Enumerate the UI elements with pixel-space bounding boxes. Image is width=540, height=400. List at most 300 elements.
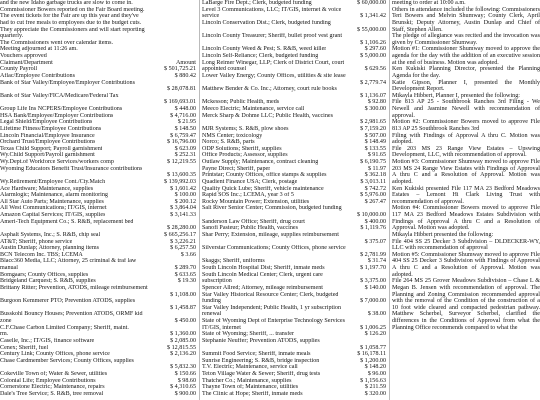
voucher-amount: $ 148.49 bbox=[364, 139, 386, 146]
voucher-claimant: C.F.Chase Carbon Limited Company; Sheriff, maint. bbox=[0, 324, 129, 331]
voucher-amount: $ 629.56 bbox=[364, 66, 386, 73]
voucher-claimant: Sanderson Law Office; Sheriff, drug court bbox=[202, 218, 306, 225]
minutes-paragraph: Motion #5: Commissioner Shumway moved to approve File 404 SS 25 Decker 3 Subdivision with Findings of Approval A thru C and a Resolution of Approval. Motion was adopted. bbox=[392, 251, 540, 278]
voucher-claimant: manual bbox=[0, 265, 18, 271]
voucher-claimant: Amazon Capital Services; IT/GIS, supplies bbox=[0, 212, 106, 218]
voucher-amount: $ 169,693.01 bbox=[164, 99, 196, 106]
voucher-claimant: subscription bbox=[202, 278, 232, 285]
voucher-line bbox=[202, 298, 386, 305]
voucher-claimant: Brittany Ritter; Prevention, ATODS, mileage reimbursement bbox=[0, 284, 148, 291]
voucher-line bbox=[202, 46, 386, 53]
voucher-claimant: Summit Food Service; Sheriff, inmate meals bbox=[202, 351, 311, 358]
voucher-amount: $ 6,759.47 bbox=[170, 132, 196, 139]
voucher-claimant: zone bbox=[0, 318, 12, 324]
voucher-line bbox=[0, 66, 196, 73]
minutes-paragraph: Mikayla Hibbert, Planner I, presented the following: bbox=[392, 92, 520, 99]
voucher-amount: $ 6,257.50 bbox=[170, 245, 196, 252]
minutes-paragraph: meeting to order at 10:00 a.m. bbox=[392, 0, 466, 6]
minutes-paragraph: The pledge of allegiance was recited and the invocation was given by Commissioner Shumway. bbox=[392, 33, 540, 46]
voucher-line bbox=[202, 119, 386, 126]
voucher-amount: $ 12,815.55 bbox=[167, 344, 196, 351]
voucher-line bbox=[202, 305, 386, 312]
voucher-claimant: Thayne Town of; Maintenance, utilities bbox=[202, 384, 299, 391]
voucher-amount: Amount bbox=[176, 59, 196, 66]
voucher-amount: $ 375.07 bbox=[364, 238, 386, 245]
voucher-line bbox=[0, 192, 196, 199]
voucher-amount: $ 148.20 bbox=[364, 364, 386, 371]
voucher-line bbox=[202, 166, 386, 173]
voucher-claimant: had to cut free meals to employees due to the budget cuts. bbox=[0, 19, 142, 26]
voucher-line bbox=[202, 106, 386, 113]
voucher-claimant: State of Wyoming; Sheriff, ... transfer bbox=[202, 331, 294, 338]
voucher-amount: $ 12,219.55 bbox=[167, 159, 196, 165]
voucher-line bbox=[0, 391, 196, 398]
voucher-amount: $ 1,156.63 bbox=[360, 377, 386, 384]
voucher-line bbox=[202, 311, 386, 318]
voucher-line bbox=[202, 53, 386, 60]
voucher-claimant: IT/GIS, internet bbox=[202, 324, 241, 331]
voucher-line bbox=[0, 205, 196, 212]
voucher-amount: $ 1,458.87 bbox=[170, 304, 196, 311]
voucher-claimant: Blacc360 Media, LLC; Attorney, 25 criminal & traf law bbox=[0, 258, 137, 265]
voucher-line bbox=[0, 20, 196, 27]
voucher-amount bbox=[384, 318, 386, 325]
voucher-line bbox=[202, 40, 386, 47]
voucher-line bbox=[0, 285, 196, 292]
voucher-amount bbox=[384, 73, 386, 80]
voucher-line bbox=[202, 331, 386, 338]
voucher-claimant: Quadient Finance USA; Clerk, postage bbox=[202, 178, 298, 185]
voucher-claimant: Colonial Life; Employee Contributions bbox=[0, 377, 96, 384]
voucher-line bbox=[0, 119, 196, 126]
voucher-claimant: quarterly. bbox=[0, 33, 24, 40]
voucher-claimant: County Payroll bbox=[0, 66, 38, 73]
voucher-amount bbox=[194, 53, 196, 60]
voucher-amount: $ 3,226.21 bbox=[170, 238, 196, 245]
voucher-amount: $ 1,058.77 bbox=[360, 344, 386, 351]
voucher-line bbox=[202, 239, 386, 246]
voucher-amount: $ 900.00 bbox=[174, 390, 196, 397]
voucher-amount: $ 7,159.20 bbox=[360, 125, 386, 132]
voucher-line bbox=[0, 245, 196, 252]
voucher-line bbox=[202, 146, 386, 153]
voucher-line bbox=[0, 358, 196, 365]
voucher-line bbox=[0, 159, 196, 166]
voucher-claimant: Alarmlogic; Maintenance, alarm monitoring bbox=[0, 192, 108, 199]
voucher-amount: $ 1,119.76 bbox=[360, 225, 386, 232]
voucher-line bbox=[0, 152, 196, 159]
voucher-amount bbox=[384, 292, 386, 299]
voucher-claimant: Claimant/Department bbox=[0, 59, 53, 66]
voucher-claimant: Bridgeland Carquest; S. R&B, supplies bbox=[0, 278, 96, 285]
voucher-amount: $ 200.12 bbox=[174, 198, 196, 205]
voucher-amount bbox=[194, 358, 196, 365]
voucher-claimant: and the new Idaho garbage trucks are slow to come in. bbox=[0, 0, 133, 6]
voucher-claimant: Vouchers approved bbox=[0, 53, 47, 59]
voucher-amount: $ 98.60 bbox=[177, 377, 196, 384]
voucher-amount bbox=[194, 40, 196, 47]
voucher-claimant: appointed counsel bbox=[202, 66, 247, 73]
minutes-paragraph: Motion #1: Commissioner Shumway moved to approve the agenda for the day with the addition of an executive session at the end of business. Motion was adopted. bbox=[392, 46, 540, 66]
column-left bbox=[0, 0, 196, 400]
voucher-claimant: Outlaw Supply; Maintenance, contract cleaning bbox=[202, 159, 319, 165]
voucher-line bbox=[202, 384, 386, 391]
voucher-line bbox=[0, 311, 196, 318]
voucher-line bbox=[202, 232, 386, 239]
voucher-amount: $ 2,779.74 bbox=[360, 79, 386, 86]
voucher-line bbox=[0, 33, 196, 40]
voucher-line bbox=[202, 192, 386, 199]
voucher-claimant: AT&T; Sheriff, phone service bbox=[0, 238, 73, 245]
voucher-amount: $ 1,601.42 bbox=[170, 185, 196, 192]
minutes-paragraph: File 404 SS 25 Decker 3 Subdivision – DLDECKER-WY, LLC with recommendation of approval bbox=[392, 238, 540, 252]
voucher-claimant: Mckesson; Public Health, meds bbox=[202, 99, 280, 106]
voucher-amount: $ 623.09 bbox=[174, 145, 196, 152]
voucher-line bbox=[202, 325, 386, 332]
voucher-line bbox=[0, 225, 196, 232]
voucher-claimant: Thatcher Co.; Maintenance, supplies bbox=[202, 377, 292, 384]
voucher-line bbox=[202, 338, 386, 345]
voucher-amount: $ 267.47 bbox=[364, 198, 386, 205]
voucher-line bbox=[0, 278, 196, 285]
voucher-line bbox=[202, 33, 386, 40]
voucher-line bbox=[0, 13, 196, 20]
voucher-claimant: Ace Hardware; Maintenance, supplies bbox=[0, 185, 94, 192]
voucher-amount: $ 1,106.26 bbox=[360, 39, 386, 46]
voucher-line bbox=[0, 338, 196, 345]
voucher-line bbox=[0, 172, 196, 179]
voucher-line bbox=[202, 391, 386, 398]
voucher-line bbox=[202, 13, 386, 20]
voucher-claimant: Norco; S. R&B, parts bbox=[202, 139, 255, 146]
voucher-amount bbox=[194, 13, 196, 20]
voucher-claimant: Bomgaars; County Offices, supplies bbox=[0, 271, 89, 278]
voucher-amount: $ 2,085.00 bbox=[170, 337, 196, 344]
voucher-claimant: All West Communications; IT/GIS, internet bbox=[0, 205, 107, 212]
voucher-claimant: Skaggs; Sheriff, uniforms bbox=[202, 258, 265, 265]
voucher-line bbox=[202, 371, 386, 378]
voucher-amount bbox=[384, 272, 386, 279]
voucher-amount: $ 1,006.25 bbox=[360, 324, 386, 331]
voucher-claimant: They appreciate the Commissioners and will start reporting bbox=[0, 26, 145, 33]
voucher-line bbox=[202, 278, 386, 285]
voucher-line bbox=[202, 159, 386, 166]
voucher-claimant: Cenex; Sheriff, fuel bbox=[0, 344, 49, 351]
voucher-line bbox=[0, 318, 196, 325]
voucher-line bbox=[202, 186, 386, 193]
voucher-claimant: Quality Quick Lube; Sheriff, vehicle maintenance bbox=[202, 185, 324, 192]
voucher-amount: $ 150.66 bbox=[174, 371, 196, 377]
voucher-amount: $ 1,108.00 bbox=[170, 291, 196, 298]
minutes-paragraph: Motion #4: Commissioner Bowers moved to approve File 117 MA 23 Bedford Meadows Estates Subdivision with Findings of Approval A thru C and a Resolution of Approval. Motion was adopted. bbox=[392, 205, 540, 232]
voucher-amount: $ 1,197.70 bbox=[360, 265, 386, 271]
voucher-line bbox=[0, 199, 196, 206]
voucher-line bbox=[202, 378, 386, 385]
voucher-amount: $ 3,013.11 bbox=[360, 178, 386, 185]
voucher-amount: $ 1,136.07 bbox=[360, 92, 386, 99]
voucher-amount: $ 3,375.00 bbox=[360, 278, 386, 285]
minutes-paragraph: File 264 MS 25 Grover Meadows Subdivision – Chase L & Megan B. Jensen with recommendation of approval. The Planning and Zoning Commission recommended approval with the removal of the Condition of the construction of a 10 foot wide cleared and compacted pedestrian pathway. Matthew Scherbel, Surveyor Scherbel, clarified the differences in the Conditions of Approval from what the Planning Office recommends compared to what the bbox=[392, 278, 540, 331]
voucher-claimant: Office Products; Assessor, supplies bbox=[202, 152, 288, 159]
voucher-line bbox=[202, 73, 386, 80]
voucher-line bbox=[0, 139, 196, 146]
voucher-amount: $ 1,360.00 bbox=[170, 331, 196, 338]
voucher-claimant: Payne Direct; Sheriff, paper bbox=[202, 165, 271, 172]
voucher-line bbox=[202, 86, 386, 93]
voucher-claimant: Lincoln Self-Reliance; Clerk, budgeted funding bbox=[202, 53, 319, 59]
voucher-line bbox=[0, 73, 196, 80]
voucher-line bbox=[0, 179, 196, 186]
voucher-claimant: Salt River Senior Center; Commission, budgeted funding bbox=[202, 205, 342, 212]
voucher-claimant: Cokeville Town of; Water & Sewer, utilities bbox=[0, 371, 108, 377]
voucher-claimant: The event tickets for the Fair are up this year and they've bbox=[0, 13, 139, 20]
voucher-line bbox=[0, 345, 196, 352]
voucher-amount bbox=[194, 80, 196, 87]
voucher-claimant: Teton Village Water & Sewer; Sheriff, drug tests bbox=[202, 371, 321, 377]
voucher-claimant: The Clinic at Hope; Sheriff, inmate meds bbox=[202, 390, 303, 397]
voucher-claimant: Cornerstone Electric; Maintenance, repairs bbox=[0, 384, 105, 391]
voucher-amount bbox=[194, 93, 196, 100]
voucher-claimant: LaBarge Fire Dept.; Clerk, budgeted funding bbox=[202, 0, 312, 6]
voucher-claimant: Wy.Dept.of Workforce Services/workers comp bbox=[0, 159, 114, 165]
voucher-claimant: Wy.Child Support/Payroll garnishment bbox=[0, 152, 95, 159]
voucher-claimant: Matthew Bender & Co. Inc.; Attorney, court rule books bbox=[202, 86, 337, 93]
voucher-amount: $ 91.65 bbox=[367, 152, 386, 159]
voucher-claimant: Wyoming Educators Benefit Trust/Insurance contributions bbox=[0, 165, 143, 172]
voucher-claimant: Commissioner Bowers reported on the Fair Board meeting. bbox=[0, 6, 145, 13]
voucher-amount: $ 289.70 bbox=[174, 265, 196, 271]
voucher-line bbox=[202, 20, 386, 27]
voucher-claimant: Printstar; County Offices, office stamps & supplies bbox=[202, 172, 327, 179]
voucher-line bbox=[0, 46, 196, 53]
voucher-line bbox=[0, 186, 196, 193]
voucher-amount: $ 19.30 bbox=[177, 278, 196, 285]
voucher-claimant: Meeco Electric; Maintenance, service call bbox=[202, 106, 305, 112]
voucher-amount: $ 4,310.65 bbox=[170, 384, 196, 391]
voucher-line bbox=[202, 7, 386, 14]
voucher-claimant: The Commissioners went over calendar items. bbox=[0, 39, 114, 46]
voucher-amount bbox=[384, 205, 386, 212]
voucher-claimant: BCN Telecom Inc. TBS; LCEMA bbox=[0, 251, 83, 258]
voucher-line bbox=[0, 113, 196, 120]
voucher-line bbox=[0, 99, 196, 106]
voucher-claimant: funding bbox=[202, 298, 221, 305]
voucher-line bbox=[0, 252, 196, 259]
voucher-line bbox=[202, 272, 386, 279]
voucher-line bbox=[202, 351, 386, 358]
voucher-claimant: Dale's Tree Service; S. R&B, tree removal bbox=[0, 390, 104, 397]
voucher-amount: $ 400.00 bbox=[364, 218, 386, 225]
voucher-amount: $ 31.74 bbox=[367, 258, 386, 265]
voucher-claimant: Lincoln Financial/Employee Insurance bbox=[0, 132, 95, 139]
voucher-line bbox=[202, 0, 386, 7]
voucher-claimant: Group Life Ins NCPERS/Employee Contributions bbox=[0, 106, 123, 112]
voucher-amount bbox=[384, 20, 386, 27]
voucher-amount: $ 38.00 bbox=[367, 311, 386, 318]
voucher-line bbox=[0, 126, 196, 133]
voucher-amount bbox=[384, 7, 386, 14]
voucher-amount: $ 2,781.99 bbox=[360, 251, 386, 258]
voucher-amount: $ 133.55 bbox=[364, 145, 386, 152]
voucher-claimant: Lincoln County Treasurer; Sheriff, bullet proof vest grant bbox=[202, 33, 343, 40]
voucher-amount bbox=[384, 113, 386, 120]
voucher-line bbox=[202, 258, 386, 265]
voucher-amount: $ 139,992.03 bbox=[164, 178, 196, 185]
voucher-claimant: Level 3 Communications, LLC; IT/GIS, internet & voice bbox=[202, 6, 342, 13]
voucher-amount: $ 3.66 bbox=[180, 251, 196, 258]
voucher-line bbox=[202, 172, 386, 179]
voucher-line bbox=[0, 265, 196, 272]
voucher-claimant: Asphalt Systems, Inc.; S. R&B, chip seal bbox=[0, 231, 101, 238]
voucher-amount: $ 507.00 bbox=[364, 132, 386, 139]
voucher-amount: $ 11.97 bbox=[367, 165, 386, 172]
minutes-paragraph: Others in attendance included the following: Commissioners Teri Bowers and Melvin Shumway; County Clerk, April Brunski; Deputy Attorney, Austin Dunlap and Chief of Staff, Stephen Allen. bbox=[392, 6, 540, 33]
voucher-line bbox=[0, 219, 196, 226]
voucher-line bbox=[202, 66, 386, 73]
minutes-paragraph: File 813 AP 25 - Southbrook Ranches 3rd Filing - We Newell and Jasmine Newell with recommendation of approval. bbox=[392, 99, 540, 119]
minutes-paragraph: Ken Kukiski presented File 117 MA 23 Bedford Meadows Estates – Lemont Hi Clark Living Trust with recommendation of approval. bbox=[392, 185, 540, 205]
voucher-line bbox=[202, 133, 386, 140]
voucher-line bbox=[0, 0, 196, 7]
voucher-amount: $ 92.80 bbox=[367, 99, 386, 106]
voucher-amount bbox=[194, 258, 196, 265]
voucher-line bbox=[202, 345, 386, 352]
voucher-line bbox=[202, 60, 386, 67]
voucher-amount bbox=[194, 0, 196, 7]
voucher-line bbox=[0, 166, 196, 173]
voucher-line bbox=[0, 133, 196, 140]
voucher-claimant: Burgoon Kemmerer PTO; Prevention ATODS, supplies bbox=[0, 298, 136, 305]
minutes-paragraph: Katie Gipson, Planner I, presented the Monthly Development Report. bbox=[392, 79, 540, 93]
voucher-amount bbox=[194, 7, 196, 14]
voucher-amount bbox=[194, 311, 196, 318]
voucher-claimant: NMS Center; toxicology bbox=[202, 132, 263, 139]
voucher-line bbox=[0, 60, 196, 67]
voucher-line bbox=[0, 351, 196, 358]
voucher-claimant: Century Link; County Offices, phone service bbox=[0, 351, 110, 358]
voucher-line bbox=[0, 305, 196, 312]
voucher-line bbox=[202, 27, 386, 34]
voucher-amount: $ 742.72 bbox=[364, 185, 386, 192]
voucher-line bbox=[202, 113, 386, 120]
voucher-claimant: Shar Perry; Extension, mileage, supplies reimbursement bbox=[202, 231, 339, 238]
voucher-amount: $ 297.60 bbox=[364, 46, 386, 53]
voucher-amount: $ 60,000.00 bbox=[357, 0, 386, 6]
voucher-line bbox=[202, 219, 386, 226]
column-right bbox=[392, 0, 540, 400]
voucher-line bbox=[0, 371, 196, 378]
voucher-line bbox=[202, 265, 386, 272]
minutes-paragraph: Mikayla Hibbert presented the following: bbox=[392, 231, 494, 238]
voucher-line bbox=[202, 126, 386, 133]
voucher-claimant: Ameri-Tech Equipment Co.; S. R&B, replacement bed bbox=[0, 218, 134, 225]
voucher-amount bbox=[384, 33, 386, 40]
voucher-claimant: Sunrise Engineering; S. R&B, bridge inspection bbox=[202, 357, 320, 364]
voucher-amount: $ 1,341.42 bbox=[360, 13, 386, 20]
voucher-claimant: rm. bbox=[0, 331, 9, 338]
voucher-amount: $ 140.00 bbox=[364, 284, 386, 291]
voucher-claimant: Sanofi Pasteur; Public Health, vaccines bbox=[202, 225, 298, 232]
voucher-line bbox=[0, 292, 196, 299]
voucher-claimant: service bbox=[202, 13, 220, 20]
voucher-amount: $ 320.00 bbox=[364, 390, 386, 397]
voucher-line bbox=[0, 298, 196, 305]
minutes-paragraph: Motion #2: Commissioner Bowers moved to approve File 813 AP 25 Southbrook Ranches 3rd bbox=[392, 119, 540, 132]
voucher-line bbox=[0, 378, 196, 385]
voucher-amount bbox=[384, 338, 386, 345]
voucher-amount: $ 665,256.17 bbox=[164, 231, 196, 238]
column-divider bbox=[199, 0, 200, 400]
voucher-amount: $ 2,136.20 bbox=[170, 351, 196, 358]
voucher-amount bbox=[194, 33, 196, 40]
voucher-line bbox=[202, 179, 386, 186]
voucher-line bbox=[202, 245, 386, 252]
voucher-line bbox=[202, 364, 386, 371]
voucher-claimant: Rapid SOS Inc.; LCEMA, year 3 of 5 bbox=[202, 192, 294, 199]
voucher-claimant: Spencer Allred; Attorney, mileage reimbursement bbox=[202, 284, 323, 291]
voucher-line bbox=[202, 199, 386, 206]
column-middle bbox=[202, 0, 386, 400]
voucher-amount: $ 501,725.21 bbox=[164, 66, 196, 73]
voucher-line bbox=[0, 239, 196, 246]
voucher-line bbox=[0, 40, 196, 47]
voucher-line bbox=[202, 205, 386, 212]
minutes-paragraph: Motion #3: Commissioner Shumway moved to approve File 203 MS 24 Range View Estates with Findings of Approval A thru C and a Resolution of Approval. Motion was adopted. bbox=[392, 159, 540, 185]
voucher-amount: $ 3,141.33 bbox=[170, 212, 196, 218]
voucher-amount bbox=[194, 166, 196, 173]
voucher-line bbox=[0, 7, 196, 14]
voucher-line bbox=[0, 212, 196, 219]
voucher-amount: $ 1,200.00 bbox=[360, 357, 386, 364]
voucher-line bbox=[202, 93, 386, 100]
voucher-line bbox=[0, 272, 196, 279]
voucher-amount: $ 7,000.00 bbox=[360, 298, 386, 305]
voucher-line bbox=[0, 384, 196, 391]
voucher-line bbox=[0, 53, 196, 60]
voucher-claimant: Star Valley Independent; Public Health, 1 yr subscription bbox=[202, 304, 342, 311]
voucher-line bbox=[0, 93, 196, 100]
voucher-amount: $ 55,000.00 bbox=[357, 26, 386, 33]
voucher-line bbox=[0, 106, 196, 113]
voucher-line bbox=[0, 258, 196, 265]
voucher-line bbox=[202, 318, 386, 325]
voucher-amount: $ 28,280.00 bbox=[167, 225, 196, 232]
voucher-amount: $ 633.65 bbox=[174, 271, 196, 278]
voucher-claimant: renewal bbox=[202, 311, 222, 318]
voucher-amount: $ 13,600.35 bbox=[167, 172, 196, 179]
voucher-amount: $ 4,716.00 bbox=[170, 112, 196, 119]
voucher-line bbox=[202, 252, 386, 259]
voucher-claimant: Busskohl Bouncy Houses; Prevention ATODS, ORMF kid bbox=[0, 311, 143, 318]
voucher-line bbox=[202, 80, 386, 87]
voucher-amount: $ 16,178.11 bbox=[357, 351, 386, 358]
voucher-line bbox=[0, 80, 196, 87]
voucher-amount bbox=[194, 325, 196, 332]
voucher-claimant: Star Valley Historical Resource Center; Clerk, budgeted bbox=[202, 291, 339, 298]
voucher-amount bbox=[384, 86, 386, 93]
voucher-claimant: Bank of Star Valley/FICA/Medicare/Federal Tax bbox=[0, 92, 119, 99]
voucher-line bbox=[0, 325, 196, 332]
voucher-amount bbox=[384, 232, 386, 239]
voucher-amount bbox=[194, 298, 196, 305]
voucher-amount: $ 300.00 bbox=[364, 106, 386, 112]
voucher-line bbox=[0, 364, 196, 371]
voucher-claimant: ODP Solutions; Sheriff, supplies bbox=[202, 145, 282, 152]
column-divider bbox=[389, 0, 390, 400]
voucher-line bbox=[0, 331, 196, 338]
voucher-claimant: Lincoln Conservation Dist.; Clerk, budgeted funding bbox=[202, 19, 331, 26]
voucher-claimant: T.V. Electric; Maintenance, service call bbox=[202, 364, 298, 371]
